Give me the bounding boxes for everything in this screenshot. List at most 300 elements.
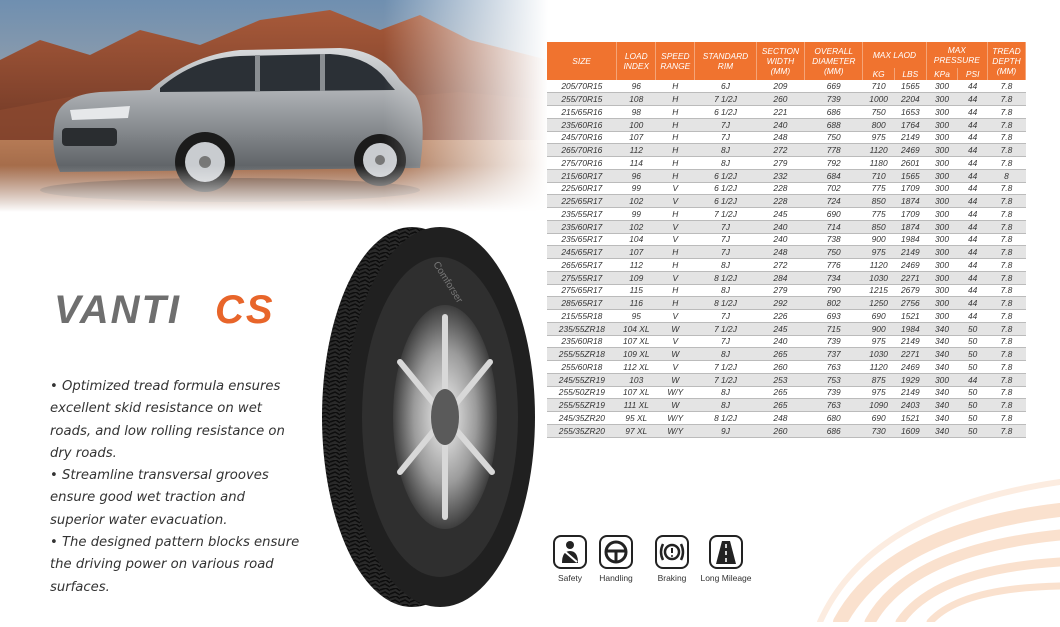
table-cell: 248 xyxy=(756,131,805,144)
table-cell: 300 xyxy=(926,80,958,93)
table-cell: 50 xyxy=(958,322,988,335)
table-row xyxy=(547,246,1026,259)
table-cell: 686 xyxy=(805,106,863,119)
table-cell: 340 xyxy=(926,412,958,425)
table-cell: 2271 xyxy=(894,348,926,361)
table-cell: 1874 xyxy=(894,220,926,233)
table-cell: 285/65R17 xyxy=(547,297,617,310)
table-cell: 44 xyxy=(958,208,988,221)
table-cell: 255/70R15 xyxy=(547,93,617,106)
table-cell: 1764 xyxy=(894,118,926,131)
table-cell: 2149 xyxy=(894,246,926,259)
header-psi: PSI xyxy=(958,68,988,80)
table-cell: 44 xyxy=(958,246,988,259)
table-cell: 102 xyxy=(617,220,656,233)
table-cell: 7.8 xyxy=(987,310,1025,323)
table-cell: 265/65R17 xyxy=(547,259,617,272)
table-cell: 737 xyxy=(805,348,863,361)
table-cell: 6 1/2J xyxy=(695,106,756,119)
table-cell: 300 xyxy=(926,157,958,170)
table-cell: 1030 xyxy=(863,348,895,361)
tire-image xyxy=(300,212,540,612)
table-cell: 750 xyxy=(805,131,863,144)
table-cell: 7.8 xyxy=(987,424,1025,437)
table-cell: V xyxy=(656,195,695,208)
table-cell: 260 xyxy=(756,93,805,106)
table-cell: 734 xyxy=(805,271,863,284)
spec-table-body xyxy=(547,80,1026,437)
table-cell: 7.8 xyxy=(987,386,1025,399)
table-cell: 44 xyxy=(958,169,988,182)
table-cell: 275/55R17 xyxy=(547,271,617,284)
table-cell: 975 xyxy=(863,386,895,399)
table-cell: 1565 xyxy=(894,169,926,182)
table-cell: V xyxy=(656,310,695,323)
table-cell: 750 xyxy=(805,246,863,259)
table-cell: 221 xyxy=(756,106,805,119)
table-cell: 215/55R18 xyxy=(547,310,617,323)
table-cell: 300 xyxy=(926,208,958,221)
table-cell: 7 1/2J xyxy=(695,361,756,374)
table-cell: 272 xyxy=(756,144,805,157)
table-cell: 253 xyxy=(756,373,805,386)
table-cell: 1709 xyxy=(894,182,926,195)
table-cell: 44 xyxy=(958,157,988,170)
header-speed-range: SPEED RANGE xyxy=(656,42,695,80)
table-cell: H xyxy=(656,157,695,170)
table-cell: 300 xyxy=(926,131,958,144)
table-cell: 2149 xyxy=(894,386,926,399)
table-cell: 7.8 xyxy=(987,399,1025,412)
table-row xyxy=(547,361,1026,374)
table-cell: 1565 xyxy=(894,80,926,93)
table-row xyxy=(547,169,1026,182)
table-cell: 228 xyxy=(756,182,805,195)
table-cell: 300 xyxy=(926,310,958,323)
table-cell: 7.8 xyxy=(987,373,1025,386)
table-cell: 2204 xyxy=(894,93,926,106)
feature-long-mileage xyxy=(696,535,756,583)
table-cell: 2679 xyxy=(894,284,926,297)
table-cell: 248 xyxy=(756,412,805,425)
table-row xyxy=(547,93,1026,106)
table-cell: 6 1/2J xyxy=(695,195,756,208)
table-cell: 1090 xyxy=(863,399,895,412)
table-row xyxy=(547,335,1026,348)
table-cell: 248 xyxy=(756,246,805,259)
table-cell: 44 xyxy=(958,80,988,93)
table-cell: 724 xyxy=(805,195,863,208)
table-cell: H xyxy=(656,284,695,297)
table-cell: 245 xyxy=(756,322,805,335)
table-cell: 44 xyxy=(958,195,988,208)
table-cell: 96 xyxy=(617,80,656,93)
table-cell: 1984 xyxy=(894,233,926,246)
table-cell: 340 xyxy=(926,386,958,399)
table-cell: 1653 xyxy=(894,106,926,119)
table-cell: 714 xyxy=(805,220,863,233)
table-cell: 340 xyxy=(926,322,958,335)
table-row xyxy=(547,208,1026,221)
table-cell: 7.8 xyxy=(987,246,1025,259)
table-cell: 1180 xyxy=(863,157,895,170)
table-cell: 2271 xyxy=(894,271,926,284)
table-cell: 7J xyxy=(695,310,756,323)
table-cell: 235/60R17 xyxy=(547,220,617,233)
table-cell: 6 1/2J xyxy=(695,182,756,195)
table-cell: 975 xyxy=(863,246,895,259)
table-cell: 265/70R16 xyxy=(547,144,617,157)
table-cell: 44 xyxy=(958,182,988,195)
table-row xyxy=(547,106,1026,119)
table-cell: W xyxy=(656,348,695,361)
table-cell: 50 xyxy=(958,424,988,437)
table-cell: 1929 xyxy=(894,373,926,386)
table-cell: 44 xyxy=(958,144,988,157)
feature-item: • The designed pattern blocks ensure the driving power on various road surfaces. xyxy=(50,535,300,595)
table-cell: 690 xyxy=(863,412,895,425)
table-cell: 102 xyxy=(617,195,656,208)
table-cell: W/Y xyxy=(656,424,695,437)
table-cell: 7J xyxy=(695,246,756,259)
table-cell: 284 xyxy=(756,271,805,284)
table-cell: 279 xyxy=(756,284,805,297)
table-cell: V xyxy=(656,271,695,284)
table-cell: 2403 xyxy=(894,399,926,412)
icon-label: Safety xyxy=(557,573,583,583)
table-cell: 690 xyxy=(805,208,863,221)
decorative-swoosh xyxy=(800,470,1060,622)
table-cell: 96 xyxy=(617,169,656,182)
table-cell: 103 xyxy=(617,373,656,386)
spec-table xyxy=(547,42,1026,438)
table-cell: 7 1/2J xyxy=(695,373,756,386)
table-cell: 688 xyxy=(805,118,863,131)
feature-list xyxy=(50,376,300,599)
table-cell: 107 xyxy=(617,131,656,144)
table-cell: 1984 xyxy=(894,322,926,335)
table-cell: W xyxy=(656,399,695,412)
table-cell: 50 xyxy=(958,386,988,399)
table-cell: 115 xyxy=(617,284,656,297)
table-cell: 8J xyxy=(695,144,756,157)
table-cell: 9J xyxy=(695,424,756,437)
table-cell: 300 xyxy=(926,297,958,310)
table-cell: 702 xyxy=(805,182,863,195)
table-cell: 7 1/2J xyxy=(695,322,756,335)
header-kg: KG xyxy=(863,68,895,80)
table-cell: 98 xyxy=(617,106,656,119)
table-cell: 245/55ZR19 xyxy=(547,373,617,386)
table-row xyxy=(547,373,1026,386)
table-cell: 776 xyxy=(805,259,863,272)
table-cell: 7.8 xyxy=(987,144,1025,157)
header-tread-depth: TREAD DEPTH (MM) xyxy=(987,42,1025,80)
table-cell: 2469 xyxy=(894,361,926,374)
table-cell: 1000 xyxy=(863,93,895,106)
table-cell: 1215 xyxy=(863,284,895,297)
table-cell: 114 xyxy=(617,157,656,170)
table-cell: 8J xyxy=(695,386,756,399)
table-cell: 272 xyxy=(756,259,805,272)
table-cell: 300 xyxy=(926,284,958,297)
table-cell: 6J xyxy=(695,80,756,93)
table-cell: 1250 xyxy=(863,297,895,310)
table-cell: 850 xyxy=(863,220,895,233)
table-cell: 7.8 xyxy=(987,335,1025,348)
table-cell: 686 xyxy=(805,424,863,437)
table-cell: 8J xyxy=(695,157,756,170)
table-cell: 44 xyxy=(958,118,988,131)
table-cell: 975 xyxy=(863,335,895,348)
table-cell: 260 xyxy=(756,361,805,374)
table-cell: 235/55R17 xyxy=(547,208,617,221)
table-cell: 109 xyxy=(617,271,656,284)
table-cell: 802 xyxy=(805,297,863,310)
table-cell: 107 XL xyxy=(617,386,656,399)
table-cell: 50 xyxy=(958,412,988,425)
table-cell: 99 xyxy=(617,182,656,195)
table-cell: 710 xyxy=(863,169,895,182)
table-cell: 300 xyxy=(926,195,958,208)
table-cell: V xyxy=(656,361,695,374)
table-cell: 1521 xyxy=(894,310,926,323)
table-row xyxy=(547,310,1026,323)
table-cell: V xyxy=(656,220,695,233)
table-cell: 240 xyxy=(756,335,805,348)
table-cell: 7.8 xyxy=(987,220,1025,233)
table-cell: 7 1/2J xyxy=(695,208,756,221)
table-cell: 300 xyxy=(926,182,958,195)
product-name-part1: VANTI xyxy=(54,288,182,332)
table-cell: 235/65R17 xyxy=(547,233,617,246)
table-cell: 8 1/2J xyxy=(695,412,756,425)
table-cell: 738 xyxy=(805,233,863,246)
feature-braking xyxy=(642,535,702,583)
feature-icons xyxy=(540,535,770,585)
table-cell: 7.8 xyxy=(987,208,1025,221)
table-cell: 2756 xyxy=(894,297,926,310)
table-cell: H xyxy=(656,169,695,182)
table-row xyxy=(547,271,1026,284)
table-row xyxy=(547,118,1026,131)
icon-label: Braking xyxy=(657,573,687,583)
table-cell: 300 xyxy=(926,93,958,106)
table-cell: 8J xyxy=(695,348,756,361)
table-cell: 1609 xyxy=(894,424,926,437)
table-cell: 100 xyxy=(617,118,656,131)
table-cell: 50 xyxy=(958,335,988,348)
table-cell: 44 xyxy=(958,284,988,297)
table-row xyxy=(547,131,1026,144)
table-cell: H xyxy=(656,118,695,131)
table-cell: 730 xyxy=(863,424,895,437)
table-cell: 2469 xyxy=(894,259,926,272)
table-cell: 340 xyxy=(926,424,958,437)
table-cell: 1874 xyxy=(894,195,926,208)
table-cell: 900 xyxy=(863,322,895,335)
table-cell: 7.8 xyxy=(987,195,1025,208)
table-cell: 1120 xyxy=(863,361,895,374)
table-cell: 109 XL xyxy=(617,348,656,361)
table-cell: H xyxy=(656,131,695,144)
table-cell: 95 xyxy=(617,310,656,323)
table-cell: 7.8 xyxy=(987,259,1025,272)
table-cell: 116 xyxy=(617,297,656,310)
table-cell: 104 xyxy=(617,233,656,246)
table-cell: 800 xyxy=(863,118,895,131)
feature-item: • Optimized tread formula ensures excellent skid resistance on wet roads, and low rolling resistance on dry roads. xyxy=(50,379,285,461)
table-cell: 275/70R16 xyxy=(547,157,617,170)
table-cell: 44 xyxy=(958,233,988,246)
table-cell: W/Y xyxy=(656,412,695,425)
icon-label: Long Mileage xyxy=(700,573,752,583)
table-cell: 340 xyxy=(926,361,958,374)
table-cell: 44 xyxy=(958,373,988,386)
hero-car-image xyxy=(0,0,548,212)
table-cell: 715 xyxy=(805,322,863,335)
table-cell: 1120 xyxy=(863,259,895,272)
table-cell: 300 xyxy=(926,118,958,131)
table-cell: 7J xyxy=(695,118,756,131)
table-cell: 50 xyxy=(958,361,988,374)
table-cell: 6 1/2J xyxy=(695,169,756,182)
table-cell: 255/35ZR20 xyxy=(547,424,617,437)
table-row xyxy=(547,220,1026,233)
table-cell: V xyxy=(656,335,695,348)
table-cell: 99 xyxy=(617,208,656,221)
brake-icon xyxy=(655,535,689,569)
header-max-pressure: MAX PRESSURE xyxy=(926,42,987,68)
table-cell: 279 xyxy=(756,157,805,170)
table-cell: 300 xyxy=(926,271,958,284)
table-cell: 7.8 xyxy=(987,157,1025,170)
table-cell: 739 xyxy=(805,335,863,348)
table-cell: 44 xyxy=(958,106,988,119)
table-cell: 763 xyxy=(805,399,863,412)
feature-handling xyxy=(586,535,646,583)
table-cell: 44 xyxy=(958,271,988,284)
table-cell: 7.8 xyxy=(987,93,1025,106)
table-cell: 225/60R17 xyxy=(547,182,617,195)
feature-item: • Streamline transversal grooves ensure good wet traction and superior water evacuation. xyxy=(50,468,269,528)
table-cell: 7J xyxy=(695,233,756,246)
table-cell: 108 xyxy=(617,93,656,106)
table-cell: 44 xyxy=(958,131,988,144)
table-cell: 690 xyxy=(863,310,895,323)
table-row xyxy=(547,322,1026,335)
header-overall-diameter: OVERALL DIAMETER (MM) xyxy=(805,42,863,80)
table-cell: 8 xyxy=(987,169,1025,182)
table-cell: 215/60R17 xyxy=(547,169,617,182)
table-cell: 7.8 xyxy=(987,348,1025,361)
table-cell: 8J xyxy=(695,284,756,297)
table-row xyxy=(547,80,1026,93)
table-cell: H xyxy=(656,93,695,106)
table-cell: H xyxy=(656,297,695,310)
table-cell: 225/65R17 xyxy=(547,195,617,208)
table-cell: 7 1/2J xyxy=(695,93,756,106)
table-cell: 112 xyxy=(617,144,656,157)
table-cell: 44 xyxy=(958,93,988,106)
header-section-width: SECTION WIDTH (MM) xyxy=(756,42,805,80)
seatbelt-icon xyxy=(553,535,587,569)
table-cell: 215/65R16 xyxy=(547,106,617,119)
header-load-index: LOAD INDEX xyxy=(617,42,656,80)
table-cell: 8J xyxy=(695,259,756,272)
table-cell: H xyxy=(656,208,695,221)
table-cell: 112 xyxy=(617,259,656,272)
table-cell: 1030 xyxy=(863,271,895,284)
table-cell: 265 xyxy=(756,386,805,399)
table-cell: H xyxy=(656,144,695,157)
header-size: SIZE xyxy=(547,42,617,80)
table-cell: 44 xyxy=(958,297,988,310)
table-cell: 8J xyxy=(695,399,756,412)
table-cell: H xyxy=(656,80,695,93)
table-cell: 669 xyxy=(805,80,863,93)
table-cell: 260 xyxy=(756,424,805,437)
table-cell: 7.8 xyxy=(987,271,1025,284)
product-name-part2: CS xyxy=(215,288,275,332)
table-cell: 240 xyxy=(756,118,805,131)
table-cell: 300 xyxy=(926,259,958,272)
steering-wheel-icon xyxy=(599,535,633,569)
table-cell: 255/50ZR19 xyxy=(547,386,617,399)
table-row xyxy=(547,182,1026,195)
table-cell: 875 xyxy=(863,373,895,386)
header-max-load: MAX LAOD xyxy=(863,42,926,68)
table-cell: W/Y xyxy=(656,386,695,399)
table-cell: 7J xyxy=(695,335,756,348)
table-cell: 300 xyxy=(926,233,958,246)
table-cell: V xyxy=(656,233,695,246)
table-cell: 2601 xyxy=(894,157,926,170)
table-cell: 275/65R17 xyxy=(547,284,617,297)
table-cell: 245/70R16 xyxy=(547,131,617,144)
table-cell: 205/70R15 xyxy=(547,80,617,93)
table-cell: 300 xyxy=(926,169,958,182)
table-cell: 7.8 xyxy=(987,131,1025,144)
table-cell: 2149 xyxy=(894,335,926,348)
table-cell: 97 XL xyxy=(617,424,656,437)
table-cell: 300 xyxy=(926,144,958,157)
table-cell: 1521 xyxy=(894,412,926,425)
table-cell: 300 xyxy=(926,373,958,386)
table-cell: 340 xyxy=(926,399,958,412)
table-cell: 790 xyxy=(805,284,863,297)
table-cell: 750 xyxy=(863,106,895,119)
table-cell: H xyxy=(656,246,695,259)
table-cell: 775 xyxy=(863,182,895,195)
table-cell: 209 xyxy=(756,80,805,93)
table-cell: 111 XL xyxy=(617,399,656,412)
table-cell: 340 xyxy=(926,348,958,361)
table-cell: 300 xyxy=(926,106,958,119)
table-row xyxy=(547,284,1026,297)
table-cell: 104 XL xyxy=(617,322,656,335)
table-row xyxy=(547,348,1026,361)
table-cell: 7.8 xyxy=(987,118,1025,131)
table-cell: 850 xyxy=(863,195,895,208)
table-cell: H xyxy=(656,259,695,272)
table-cell: 680 xyxy=(805,412,863,425)
table-cell: 7.8 xyxy=(987,106,1025,119)
table-cell: 255/55ZR19 xyxy=(547,399,617,412)
table-row xyxy=(547,144,1026,157)
table-row xyxy=(547,195,1026,208)
table-cell: 235/60R18 xyxy=(547,335,617,348)
